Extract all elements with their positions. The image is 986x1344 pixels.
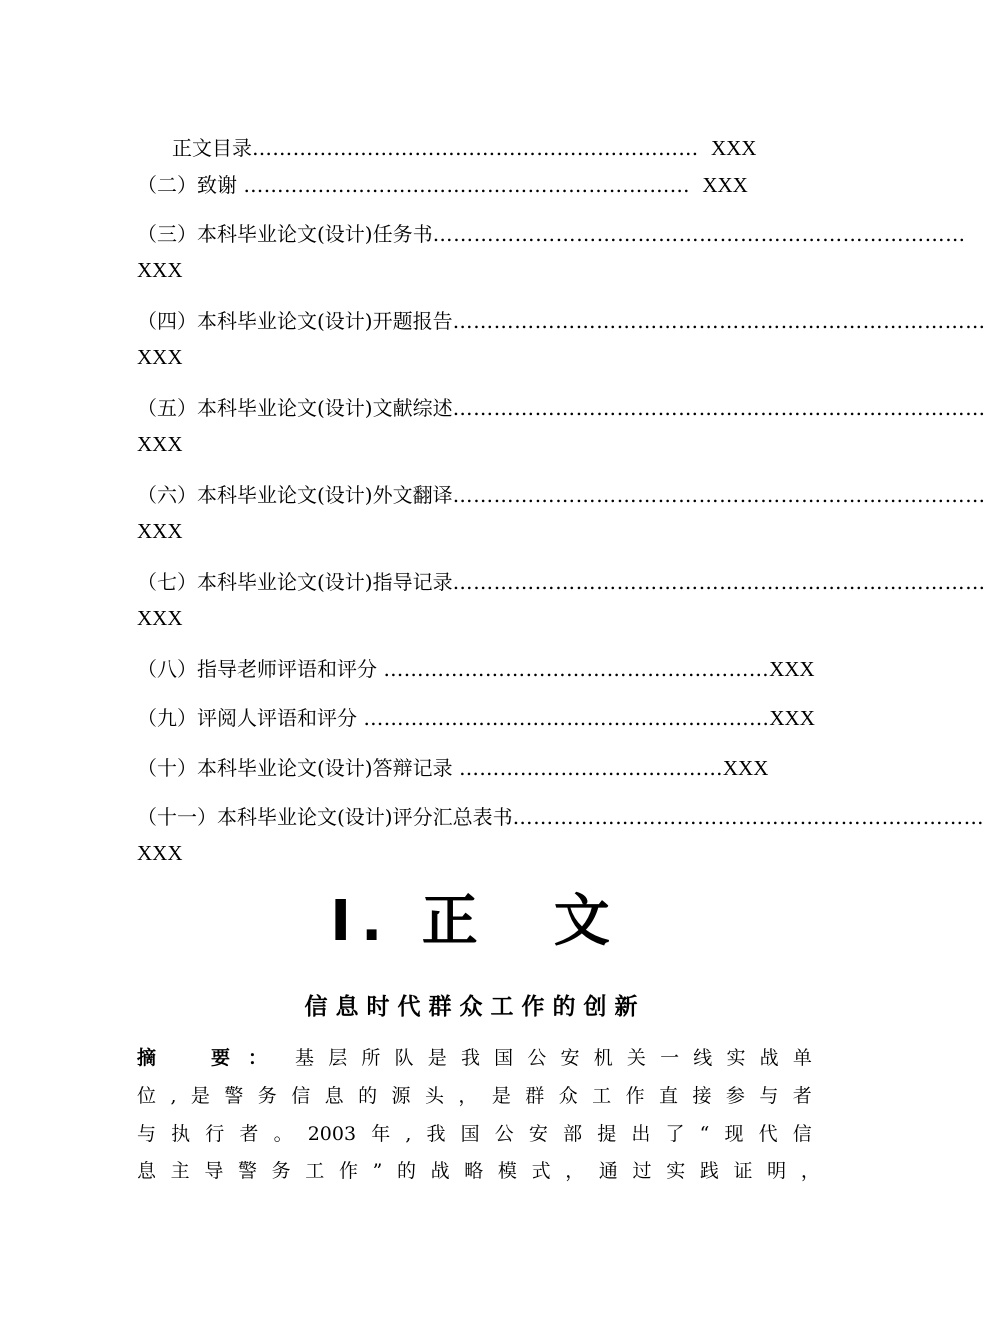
- abstract-char: 实: [726, 1047, 746, 1069]
- abstract-char: 我: [460, 1047, 480, 1069]
- toc-page-number: XXX: [722, 756, 769, 780]
- abstract-char: 战: [759, 1047, 779, 1069]
- abstract-char: 头: [424, 1085, 444, 1107]
- abstract-char: 群: [525, 1085, 545, 1107]
- toc-page-number: XXX: [137, 606, 183, 630]
- toc-entry-proposal-report[interactable]: [137, 307, 986, 371]
- toc-leader-dots: ……………………………………………………………………: [452, 396, 986, 420]
- abstract-char: 是: [491, 1085, 511, 1107]
- toc-page-number: XXX: [702, 173, 748, 197]
- abstract-char: 公: [494, 1123, 514, 1145]
- abstract-char: 是: [427, 1047, 447, 1069]
- abstract-char: 接: [692, 1085, 712, 1107]
- abstract-text: [295, 1044, 812, 1072]
- abstract-char: 年: [371, 1123, 391, 1145]
- abstract-char: 。: [273, 1123, 293, 1145]
- abstract-char: 提: [597, 1123, 617, 1145]
- toc-entry-title: （九）评阅人评语和评分: [137, 706, 357, 730]
- abstract-char: 众: [558, 1085, 578, 1107]
- abstract-char: 一: [660, 1047, 680, 1069]
- toc-entry-guidance-record[interactable]: [137, 568, 986, 632]
- toc-entry-title: （四）本科毕业论文(设计)开题报告: [137, 309, 453, 333]
- abstract-char: 与: [137, 1123, 157, 1145]
- abstract-char: 了: [665, 1123, 685, 1145]
- abstract-char: ，: [800, 1160, 820, 1182]
- abstract-char: 出: [631, 1123, 651, 1145]
- abstract-char: 信: [792, 1123, 812, 1145]
- abstract-char: 行: [205, 1123, 225, 1145]
- abstract-char: ,: [405, 1123, 412, 1145]
- abstract-char: 者: [239, 1123, 259, 1145]
- abstract-char: 式: [531, 1160, 551, 1182]
- toc-page-number: XXX: [137, 258, 183, 282]
- toc-page-number: XXX: [137, 841, 183, 865]
- toc-entry-defense-record[interactable]: [137, 754, 768, 782]
- toc-leader-dots: …………………………………………………: [383, 657, 770, 681]
- abstract-char: 机: [593, 1047, 613, 1069]
- abstract-label: 摘 要：: [137, 1047, 286, 1069]
- toc-entry-title: （十一）本科毕业论文(设计)评分汇总表书: [137, 805, 513, 829]
- article-title: 信息时代群众工作的创新: [304, 994, 646, 1020]
- toc-page-number: XXX: [769, 657, 815, 681]
- toc-leader-dots: …………………………………: [458, 756, 723, 780]
- toc-entry-foreign-translation[interactable]: [137, 481, 986, 545]
- abstract-char: 模: [497, 1160, 517, 1182]
- abstract-char: 安: [528, 1123, 548, 1145]
- toc-leader-dots: ……………………………………………………………………: [452, 483, 986, 507]
- abstract-char: 单: [792, 1047, 812, 1069]
- abstract-char: 的: [358, 1085, 378, 1107]
- abstract-char: ，: [565, 1160, 585, 1182]
- abstract-char: 关: [626, 1047, 646, 1069]
- toc-entry-title: （二）致谢: [137, 173, 237, 197]
- abstract-line-1: [137, 1044, 812, 1072]
- abstract-char: 安: [560, 1047, 580, 1069]
- abstract-char: 国: [494, 1047, 514, 1069]
- toc-entry-score-summary[interactable]: [137, 803, 985, 867]
- abstract-char: 我: [426, 1123, 446, 1145]
- abstract-char: 警: [224, 1085, 244, 1107]
- toc-entry-reviewer-comments[interactable]: [137, 704, 815, 732]
- toc-entry-title: （三）本科毕业论文(设计)任务书: [137, 222, 433, 246]
- abstract-char: 略: [464, 1160, 484, 1182]
- abstract-char: 主: [170, 1160, 190, 1182]
- abstract-char: 导: [204, 1160, 224, 1182]
- toc-entry-main-text[interactable]: [172, 134, 756, 162]
- abstract-char: 队: [394, 1047, 414, 1069]
- abstract-char: 实: [666, 1160, 686, 1182]
- abstract-char: 务: [257, 1085, 277, 1107]
- abstract-char: ，: [458, 1085, 478, 1107]
- abstract-char: 息: [137, 1160, 157, 1182]
- toc-page-number: XXX: [710, 136, 757, 160]
- abstract-char: 所: [361, 1047, 381, 1069]
- toc-entry-title: （五）本科毕业论文(设计)文献综述: [137, 396, 453, 420]
- toc-leader-dots: ……………………………………………………………………: [452, 309, 986, 333]
- abstract-line-2: [137, 1082, 812, 1110]
- toc-entry-literature-review[interactable]: [137, 394, 986, 458]
- toc-leader-dots: ……………………………………………………: [363, 706, 770, 730]
- abstract-char: 源: [391, 1085, 411, 1107]
- abstract-char: 的: [396, 1160, 416, 1182]
- abstract-char: 战: [430, 1160, 450, 1182]
- toc-entry-title: （六）本科毕业论文(设计)外文翻译: [137, 483, 453, 507]
- abstract-char: 工: [305, 1160, 325, 1182]
- abstract-char: 通: [598, 1160, 618, 1182]
- abstract-char: 是: [190, 1085, 210, 1107]
- abstract-char: 与: [759, 1085, 779, 1107]
- abstract-char: 明: [767, 1160, 787, 1182]
- toc-leader-dots: ……………………………………………………………: [512, 805, 985, 829]
- abstract-char: 公: [527, 1047, 547, 1069]
- abstract-char: 参: [725, 1085, 745, 1107]
- toc-page-number: XXX: [137, 345, 183, 369]
- abstract-char: 2003: [307, 1123, 357, 1145]
- abstract-char: ”: [372, 1160, 383, 1182]
- abstract-char: “: [699, 1123, 710, 1145]
- toc-leader-dots: ……………………………………………………………………: [432, 222, 966, 246]
- toc-leader-dots: …………………………………………………………: [243, 173, 690, 197]
- toc-page-number: XXX: [769, 706, 815, 730]
- abstract-line-4: [137, 1157, 820, 1185]
- abstract-char: 息: [324, 1085, 344, 1107]
- abstract-char: 作: [338, 1160, 358, 1182]
- toc-page-number: XXX: [137, 432, 183, 456]
- toc-entry-acknowledgement[interactable]: [137, 171, 748, 199]
- abstract-char: 践: [699, 1160, 719, 1182]
- abstract-char: 国: [460, 1123, 480, 1145]
- section-title: I. 正 文: [330, 889, 620, 954]
- abstract-char: 基: [295, 1047, 315, 1069]
- abstract-char: 直: [659, 1085, 679, 1107]
- abstract-char: 证: [733, 1160, 753, 1182]
- toc-entry-title: （八）指导老师评语和评分: [137, 657, 377, 681]
- abstract-char: 线: [693, 1047, 713, 1069]
- abstract-char: 过: [632, 1160, 652, 1182]
- abstract-char: 工: [592, 1085, 612, 1107]
- abstract-char: 层: [328, 1047, 348, 1069]
- abstract-char: 部: [563, 1123, 583, 1145]
- toc-leader-dots: ……………………………………………………………………: [452, 570, 986, 594]
- abstract-char: 信: [291, 1085, 311, 1107]
- abstract-char: 现: [724, 1123, 744, 1145]
- toc-entry-advisor-comments[interactable]: [137, 655, 815, 683]
- abstract-char: 位: [137, 1085, 157, 1107]
- abstract-char: 务: [271, 1160, 291, 1182]
- toc-entry-title: （十）本科毕业论文(设计)答辩记录: [137, 756, 453, 780]
- abstract-char: 执: [171, 1123, 191, 1145]
- abstract-char: 代: [758, 1123, 778, 1145]
- toc-entry-title: 正文目录: [172, 136, 252, 160]
- abstract-char: 者: [792, 1085, 812, 1107]
- toc-leader-dots: …………………………………………………………: [252, 136, 699, 160]
- abstract-char: 作: [625, 1085, 645, 1107]
- abstract-line-3: [137, 1120, 812, 1148]
- abstract-char: 警: [237, 1160, 257, 1182]
- abstract-char: ,: [170, 1085, 177, 1107]
- toc-entry-title: （七）本科毕业论文(设计)指导记录: [137, 570, 453, 594]
- toc-entry-task-book[interactable]: [137, 220, 966, 284]
- toc-page-number: XXX: [137, 519, 183, 543]
